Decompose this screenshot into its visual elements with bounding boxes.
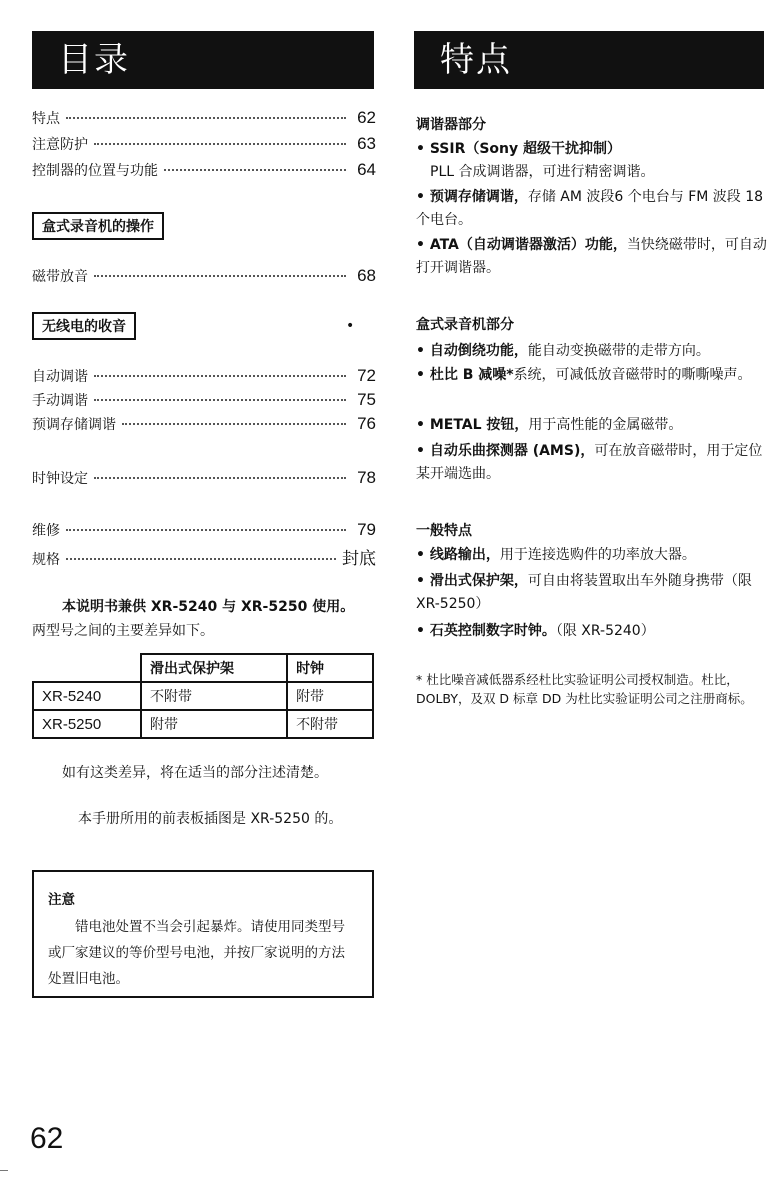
feature-item-lead: • SSIR（Sony 超级干扰抑制）: [416, 141, 622, 157]
toc-entry-label: 自动调谐: [32, 369, 88, 385]
leader-dots: [66, 117, 346, 119]
feature-item-text: 可自由将装置取出车外随身携带（限 XR-5250）: [416, 573, 752, 612]
feature-item-text: 可在放音磁带时，用于定位某开端选曲。: [416, 443, 763, 482]
leader-dots: [94, 477, 346, 479]
toc-entry-label: 控制器的位置与功能: [32, 163, 158, 179]
table-row: [33, 710, 373, 738]
toc-entry-page: 78: [357, 468, 376, 487]
feature-item: [416, 340, 768, 363]
toc-entry-page: 75: [357, 390, 376, 409]
models-note: 本说明书兼供 XR-5240 与 XR-5250 使用。: [62, 599, 355, 615]
illustration-note: 本手册所用的前表板插图是 XR-5250 的。: [78, 811, 343, 827]
toc-entry[interactable]: [32, 160, 376, 184]
feature-item-lead: • 预调存储调谐，: [416, 189, 528, 205]
feature-item-text: 用于高性能的金属磁带。: [528, 417, 683, 433]
feature-item-lead: • 杜比 B 减噪*: [416, 367, 514, 383]
toc-entry-page: 76: [357, 414, 376, 433]
toc-entry-page: 79: [357, 520, 376, 539]
feature-item-text: 能自动变换磁带的走带方向。: [527, 343, 710, 359]
feature-item: [416, 414, 768, 437]
table-cell: XR-5250: [33, 710, 141, 738]
feature-item-lead: • 自动倒绕功能，: [416, 343, 528, 359]
feature-item-lead: • 线路输出，: [416, 547, 500, 563]
tuner-section-heading: 调谐器部分: [416, 117, 486, 133]
table-header-cell: 滑出式保护架: [141, 654, 287, 682]
toc-entry-page: 68: [357, 266, 376, 285]
section-header-cassette: 盒式录音机的操作: [32, 212, 164, 240]
toc-entry[interactable]: [32, 366, 376, 390]
feature-item-text: （限 XR-5240）: [555, 623, 655, 639]
toc-entry-label: 磁带放音: [32, 269, 88, 285]
feature-item: [416, 234, 768, 280]
toc-entry[interactable]: [32, 520, 376, 544]
toc-entry-label: 注意防护: [32, 137, 88, 153]
differences-note: 如有这类差异，将在适当的部分注述清楚。: [62, 765, 328, 781]
crop-mark: [0, 1170, 8, 1171]
caution-box: [32, 870, 374, 998]
feature-item-text: 存储 AM 波段6 个电台与 FM 波段 18 个电台。: [416, 189, 764, 228]
caution-text: 错电池处置不当会引起暴炸。请使用同类型号或厂家建议的等价型号电池，并按厂家说明的方法处置旧电池。: [48, 919, 345, 987]
toc-entry-label: 特点: [32, 111, 60, 127]
feature-item: [416, 570, 768, 616]
toc-entry-page: 63: [357, 134, 376, 153]
table-cell: 附带: [287, 682, 373, 710]
toc-entry[interactable]: [32, 390, 376, 414]
toc-entry-label: 手动调谐: [32, 393, 88, 409]
table-cell: XR-5240: [33, 682, 141, 710]
toc-entry-page: 封底: [342, 549, 376, 568]
leader-dots: [66, 558, 336, 560]
toc-entry-page: 64: [357, 160, 376, 179]
table-cell: 不附带: [141, 682, 287, 710]
toc-title: 目录: [32, 31, 374, 89]
leader-dots: [94, 143, 346, 145]
toc-entry-label: 时钟设定: [32, 471, 88, 487]
caution-title: 注意: [48, 892, 75, 908]
toc-entry[interactable]: [32, 134, 376, 158]
features-title: 特点: [414, 31, 764, 89]
leader-dots: [94, 375, 346, 377]
toc-entry[interactable]: [32, 414, 376, 438]
general-section-heading: 一般特点: [416, 523, 472, 539]
feature-item: [416, 186, 768, 232]
leader-dots: [164, 169, 346, 171]
feature-item-lead: • ATA（自动调谐器激活）功能，: [416, 237, 627, 253]
feature-item-lead: • 滑出式保护架，: [416, 573, 528, 589]
table-header-cell: 时钟: [287, 654, 373, 682]
toc-entry[interactable]: [32, 108, 376, 132]
table-cell: 附带: [141, 710, 287, 738]
feature-item-text: 用于连接选购件的功率放大器。: [499, 547, 696, 563]
feature-item-text: 系统，可减低放音磁带时的嘶嘶噪声。: [513, 367, 752, 383]
table-header-row: [33, 654, 373, 682]
page-number: 62: [30, 1122, 64, 1155]
toc-entry-label: 规格: [32, 552, 60, 568]
table-row: [33, 682, 373, 710]
leader-dots: [94, 275, 346, 277]
toc-entry[interactable]: [32, 468, 376, 492]
feature-item-lead: • METAL 按钮，: [416, 417, 529, 433]
toc-entry-label: 维修: [32, 523, 60, 539]
differences-intro: 两型号之间的主要差异如下。: [32, 623, 214, 639]
leader-dots: [66, 529, 346, 531]
toc-entry-page: 62: [357, 108, 376, 127]
toc-entry-label: 预调存储调谐: [32, 417, 116, 433]
table-header-cell: [33, 654, 141, 682]
feature-item: [416, 364, 768, 387]
dolby-footnote: * 杜比噪音减低器系经杜比实验证明公司授权制造。杜比，DOLBY，及双 D 标章 DD 为杜比实验证明公司之注册商标。: [416, 672, 753, 706]
model-comparison-table: [32, 653, 374, 739]
toc-entry-page: 72: [357, 366, 376, 385]
dot-marker: •: [346, 318, 355, 334]
feature-item-lead: • 自动乐曲探测器 (AMS)，: [416, 443, 595, 459]
toc-entry[interactable]: [32, 266, 376, 290]
feature-item: [416, 544, 768, 567]
feature-item: [416, 138, 768, 184]
feature-item: [416, 440, 768, 486]
cassette-section-heading: 盒式录音机部分: [416, 317, 514, 333]
leader-dots: [122, 423, 346, 425]
section-header-radio: 无线电的收音: [32, 312, 136, 340]
toc-entry[interactable]: [32, 544, 376, 568]
feature-item-text: 当快绕磁带时，可自动打开调谐器。: [416, 237, 767, 276]
feature-item-lead: • 石英控制数字时钟。: [416, 623, 556, 639]
table-cell: 不附带: [287, 710, 373, 738]
feature-item-detail: PLL 合成调谐器，可进行精密调谐。: [430, 164, 655, 180]
feature-item: [416, 620, 768, 643]
leader-dots: [94, 399, 346, 401]
